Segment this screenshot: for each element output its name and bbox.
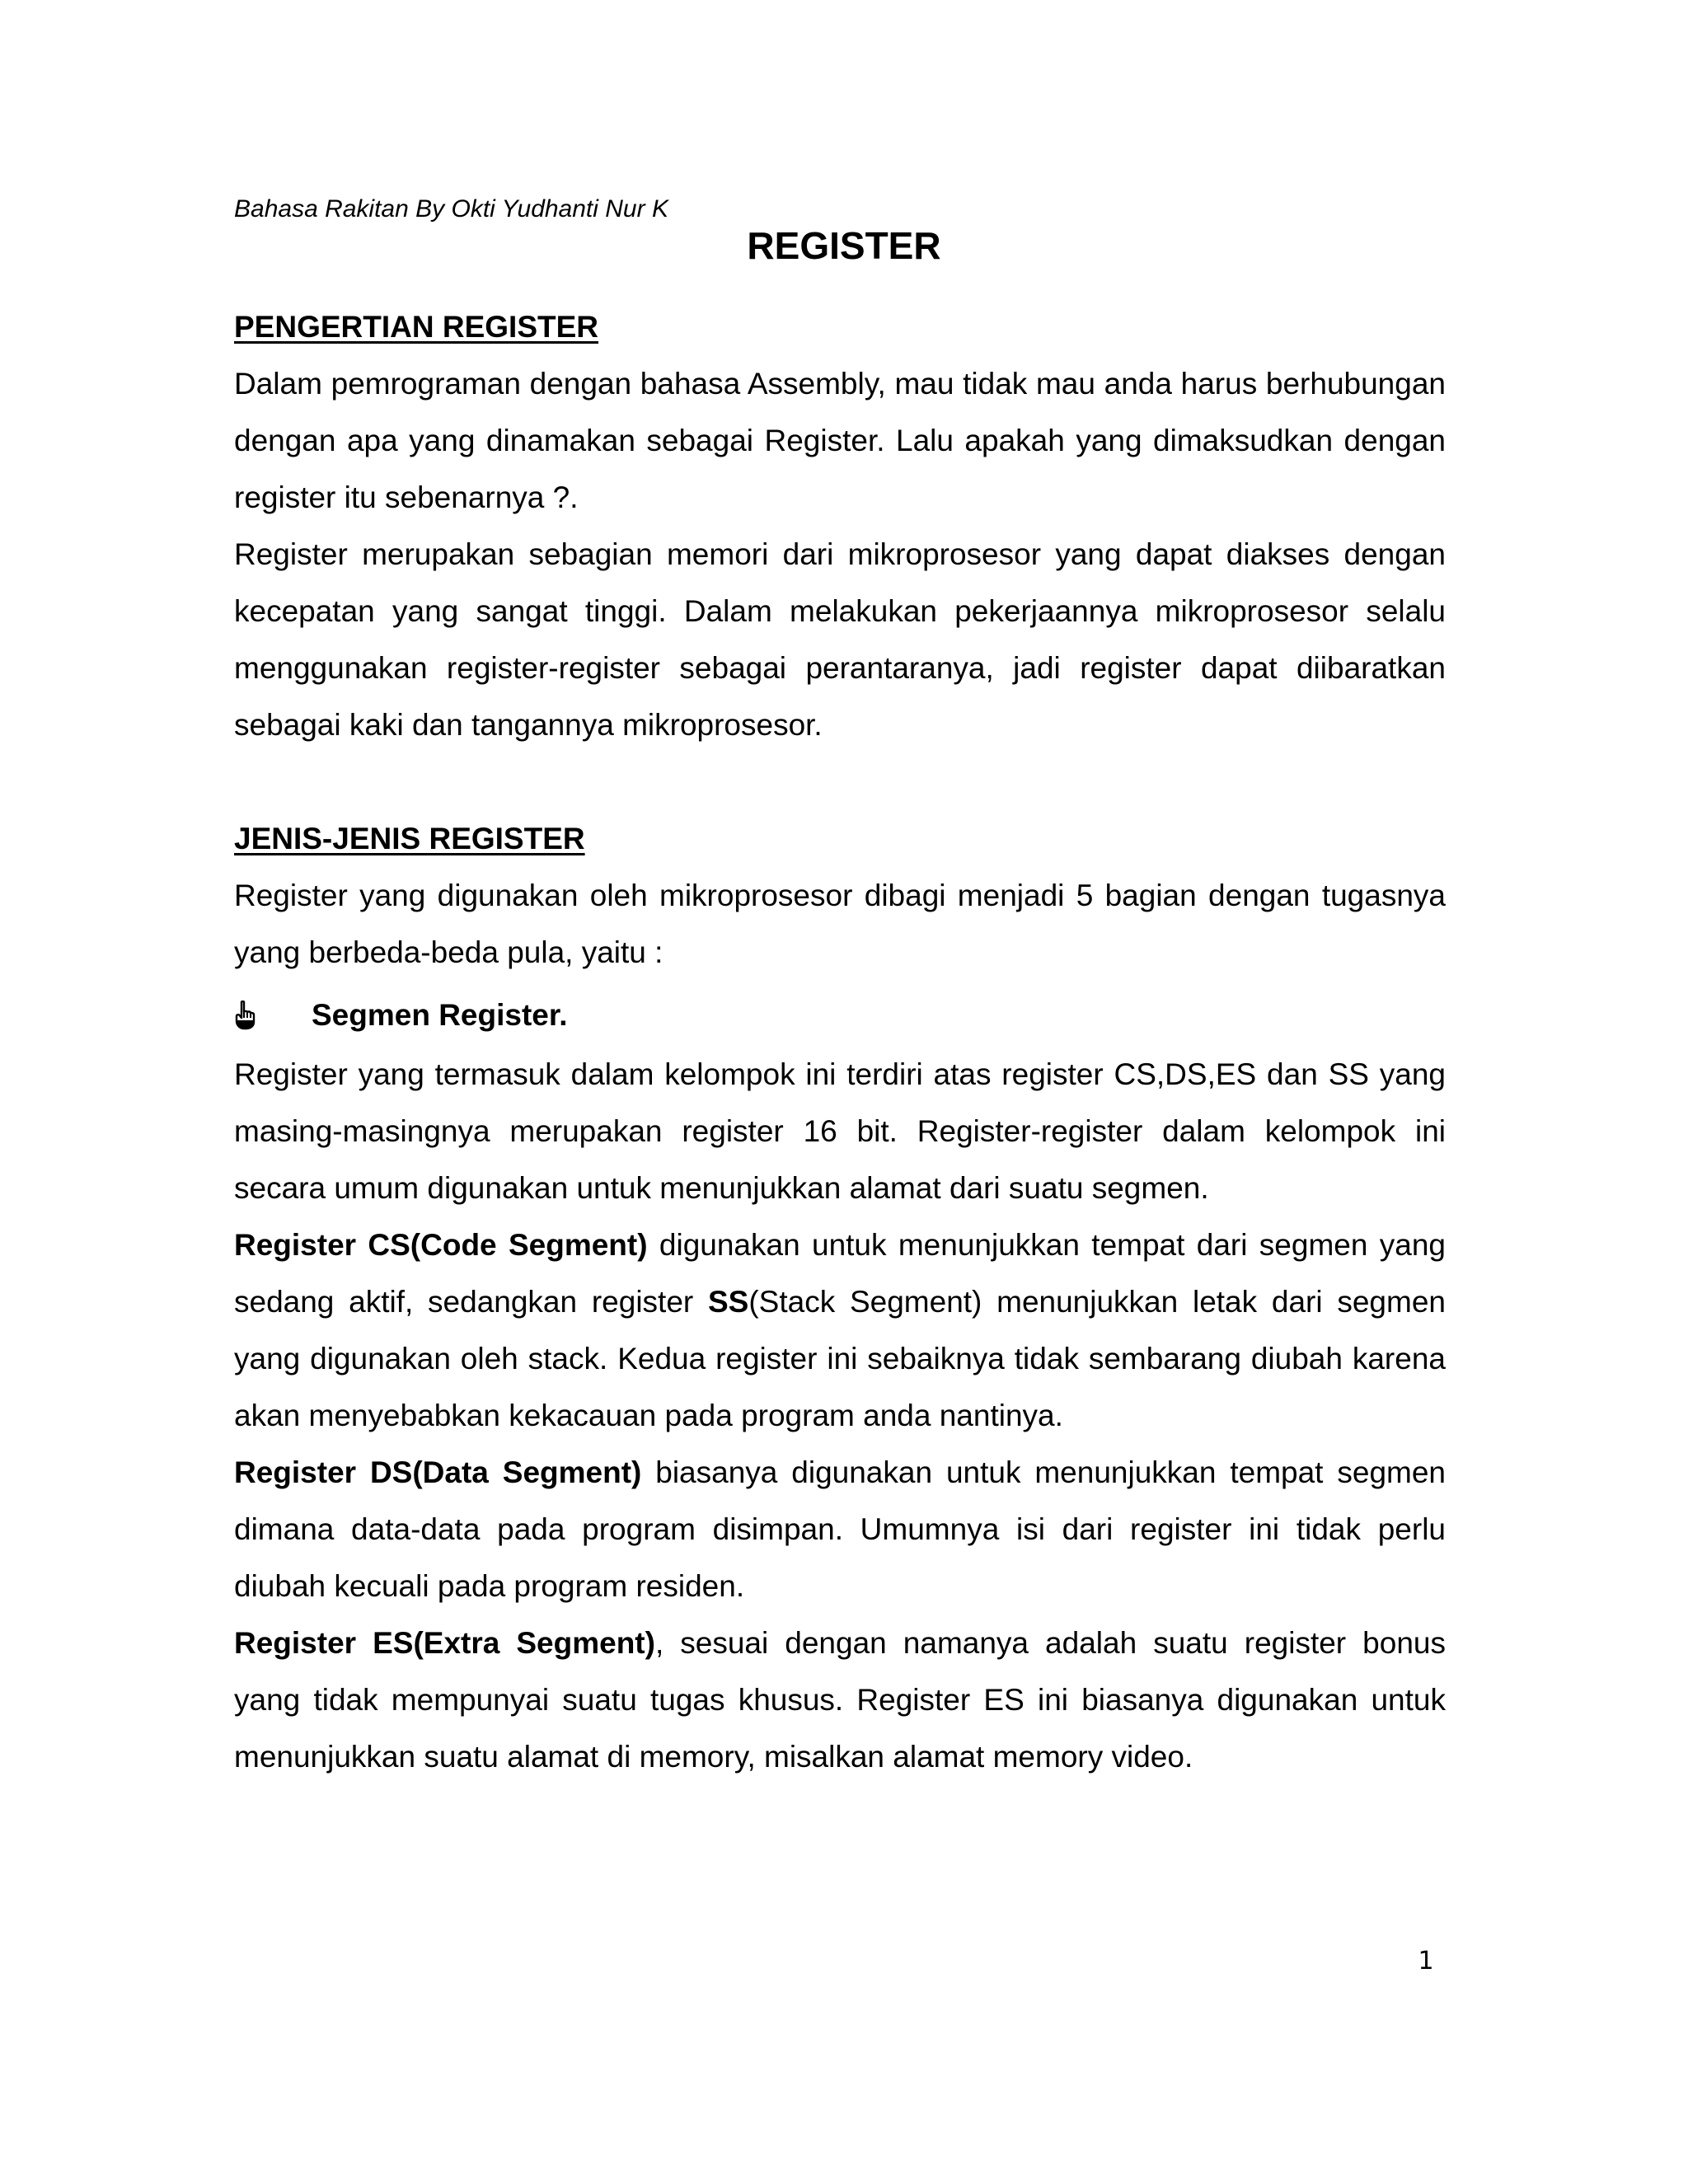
section-heading-jenis: JENIS-JENIS REGISTER	[234, 822, 585, 855]
text-register-cs-1: digunakan untuk menunjukkan tempat dari segmen yang sedang aktif, sedangkan register	[234, 1228, 1446, 1319]
term-register-cs: Register CS(Code Segment)	[234, 1228, 648, 1262]
paragraph-spacer	[234, 753, 1446, 810]
bullet-label: Segmen Register.	[312, 998, 568, 1032]
paragraph-intro: Dalam pemrograman dengan bahasa Assembly, mau tidak mau anda harus berhubungan dengan apa yang dinamakan sebagai Register. Lalu apakah yang dimaksudkan dengan register itu sebenarnya ?.	[234, 367, 1446, 514]
paragraph-segmen-register: Register yang termasuk dalam kelompok ini terdiri atas register CS,DS,ES dan SS yang masing-masingnya merupakan register 16 bit. Register-register dalam kelompok ini secara umum digunakan untuk menunjukkan alamat dari suatu segmen.	[234, 1057, 1446, 1205]
document-body	[234, 298, 1446, 1785]
term-register-ds: Register DS(Data Segment)	[234, 1455, 642, 1489]
section-heading-pengertian: PENGERTIAN REGISTER	[234, 310, 598, 344]
pointing-hand-icon	[234, 999, 312, 1032]
paragraph-register-es	[234, 1615, 1446, 1785]
paragraph-register-ds	[234, 1444, 1446, 1615]
pointing-hand-icon-graphic	[234, 1001, 256, 1030]
paragraph-jenis-intro: Register yang digunakan oleh mikroprosesor dibagi menjadi 5 bagian dengan tugasnya yang berbeda-beda pula, yaitu :	[234, 879, 1446, 969]
text-register-ds: biasanya digunakan untuk menunjukkan tempat segmen dimana data-data pada program disimpan. Umumnya isi dari register ini tidak perlu diubah kecuali pada program residen.	[234, 1455, 1446, 1603]
bullet-segmen-register	[234, 981, 1446, 1046]
term-ss: SS	[707, 1285, 749, 1319]
paragraph-register-cs	[234, 1216, 1446, 1444]
text-register-cs-2: (Stack Segment) menunjukkan letak dari segmen yang digunakan oleh stack. Kedua register ini sebaiknya tidak sembarang diubah karena akan menyebabkan kekacauan pada program anda nantinya.	[234, 1285, 1446, 1432]
page-number: 1	[1418, 1947, 1434, 1975]
running-header: Bahasa Rakitan By Okti Yudhanti Nur K	[234, 195, 668, 223]
paragraph-register-definition: Register merupakan sebagian memori dari mikroprosesor yang dapat diakses dengan kecepatan yang sangat tinggi. Dalam melakukan pekerjaannya mikroprosesor selalu menggunakan register-register sebagai perantaranya, jadi register dapat diibaratkan sebagai kaki dan tangannya mikroprosesor.	[234, 537, 1446, 742]
document-title: REGISTER	[747, 224, 941, 267]
text-register-es: , sesuai dengan namanya adalah suatu register bonus yang tidak mempunyai suatu tugas khusus. Register ES ini biasanya digunakan untuk menunjukkan suatu alamat di memory, misalkan alamat memory video.	[234, 1626, 1446, 1774]
term-register-es: Register ES(Extra Segment)	[234, 1626, 655, 1660]
